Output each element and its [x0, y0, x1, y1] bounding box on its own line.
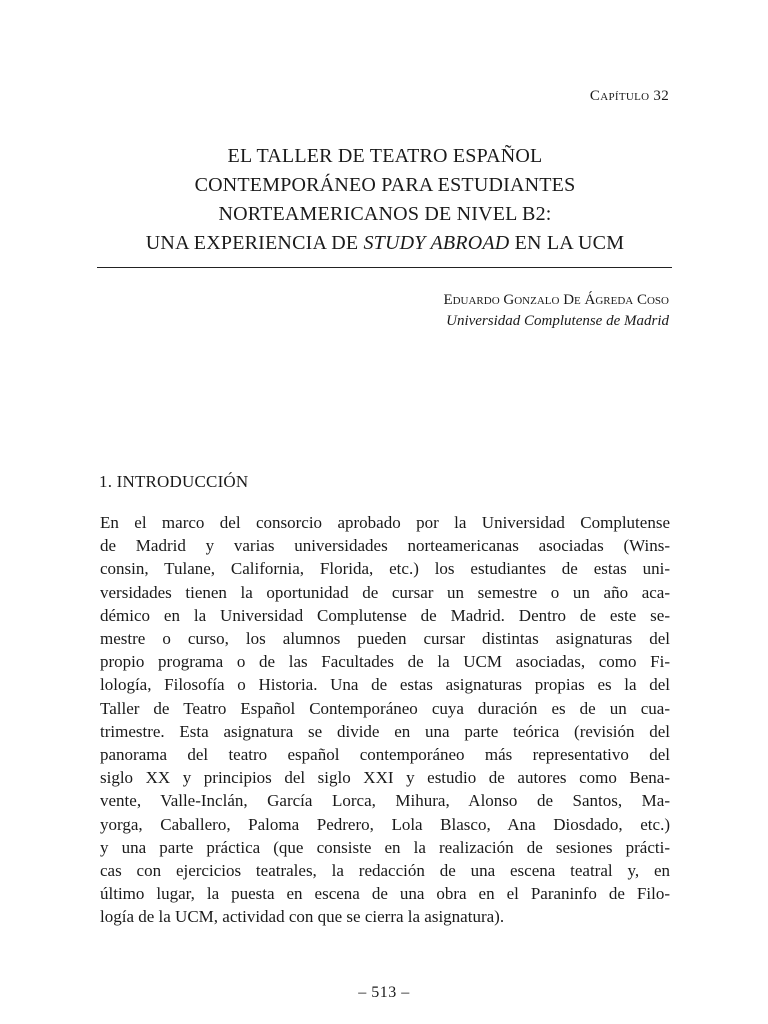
title-divider — [97, 267, 672, 268]
paragraph-line: de Madrid y varias universidades norteamericanas asociadas (Wins- — [100, 536, 670, 556]
chapter-title — [98, 142, 672, 258]
paragraph-line: último lugar, la puesta en escena de una obra en el Paraninfo de Filo- — [100, 884, 670, 904]
paragraph-line: yorga, Caballero, Paloma Pedrero, Lola Blasco, Ana Diosdado, etc.) — [100, 814, 670, 834]
page-number: – 513 – — [358, 984, 410, 1001]
author-block — [443, 290, 669, 332]
body-paragraph — [100, 511, 670, 929]
title-line-4-italic: STUDY ABROAD — [363, 232, 510, 254]
paragraph-line: versidades tienen la oportunidad de cursar un semestre o un año aca- — [100, 582, 670, 602]
paragraph-line: consin, Tulane, California, Florida, etc.) los estudiantes de estas uni- — [100, 559, 670, 579]
title-line-3: NORTEAMERICANOS DE NIVEL B2: — [218, 203, 552, 225]
title-line-4 — [98, 229, 672, 258]
paragraph-line: mestre o curso, los alumnos pueden cursar distintas asignaturas del — [100, 629, 670, 649]
paragraph-line: démico en la Universidad Complutense de Madrid. Dentro de este se- — [100, 605, 670, 625]
paragraph-line: panorama del teatro español contemporáneo más representativo del — [100, 745, 670, 765]
author-affiliation: Universidad Complutense de Madrid — [446, 313, 669, 329]
section-heading: 1. INTRODUCCIÓN — [99, 472, 249, 491]
title-line-4-prefix: UNA EXPERIENCIA DE — [145, 232, 364, 254]
paragraph-line: siglo XX y principios del siglo XXI y estudio de autores como Bena- — [100, 768, 670, 788]
author-name: Eduardo Gonzalo De Ágreda Coso — [443, 292, 669, 308]
paragraph-line: propio programa o de las Facultades de la UCM asociadas, como Fi- — [100, 652, 670, 672]
paragraph-line: logía de la UCM, actividad con que se cierra la asignatura). — [100, 907, 505, 927]
paragraph-line: cas con ejercicios teatrales, la redacción de una escena teatral y, en — [100, 861, 670, 881]
paragraph-line: trimestre. Esta asignatura se divide en una parte teórica (revisión del — [100, 721, 670, 741]
title-line-4-suffix: EN LA UCM — [509, 232, 625, 254]
paragraph-line: En el marco del consorcio aprobado por la Universidad Complutense — [100, 513, 670, 532]
title-line-2: CONTEMPORÁNEO PARA ESTUDIANTES — [194, 174, 576, 196]
chapter-label: Capítulo 32 — [589, 88, 669, 104]
paragraph-line: vente, Valle-Inclán, García Lorca, Mihura, Alonso de Santos, Ma- — [100, 791, 670, 811]
paragraph-line: lología, Filosofía o Historia. Una de estas asignaturas propias es la del — [100, 675, 670, 695]
paragraph-line: y una parte práctica (que consiste en la realización de sesiones prácti- — [100, 837, 670, 857]
title-line-1: EL TALLER DE TEATRO ESPAÑOL — [227, 145, 543, 167]
paragraph-line: Taller de Teatro Español Contemporáneo cuya duración es de un cua- — [100, 698, 670, 718]
